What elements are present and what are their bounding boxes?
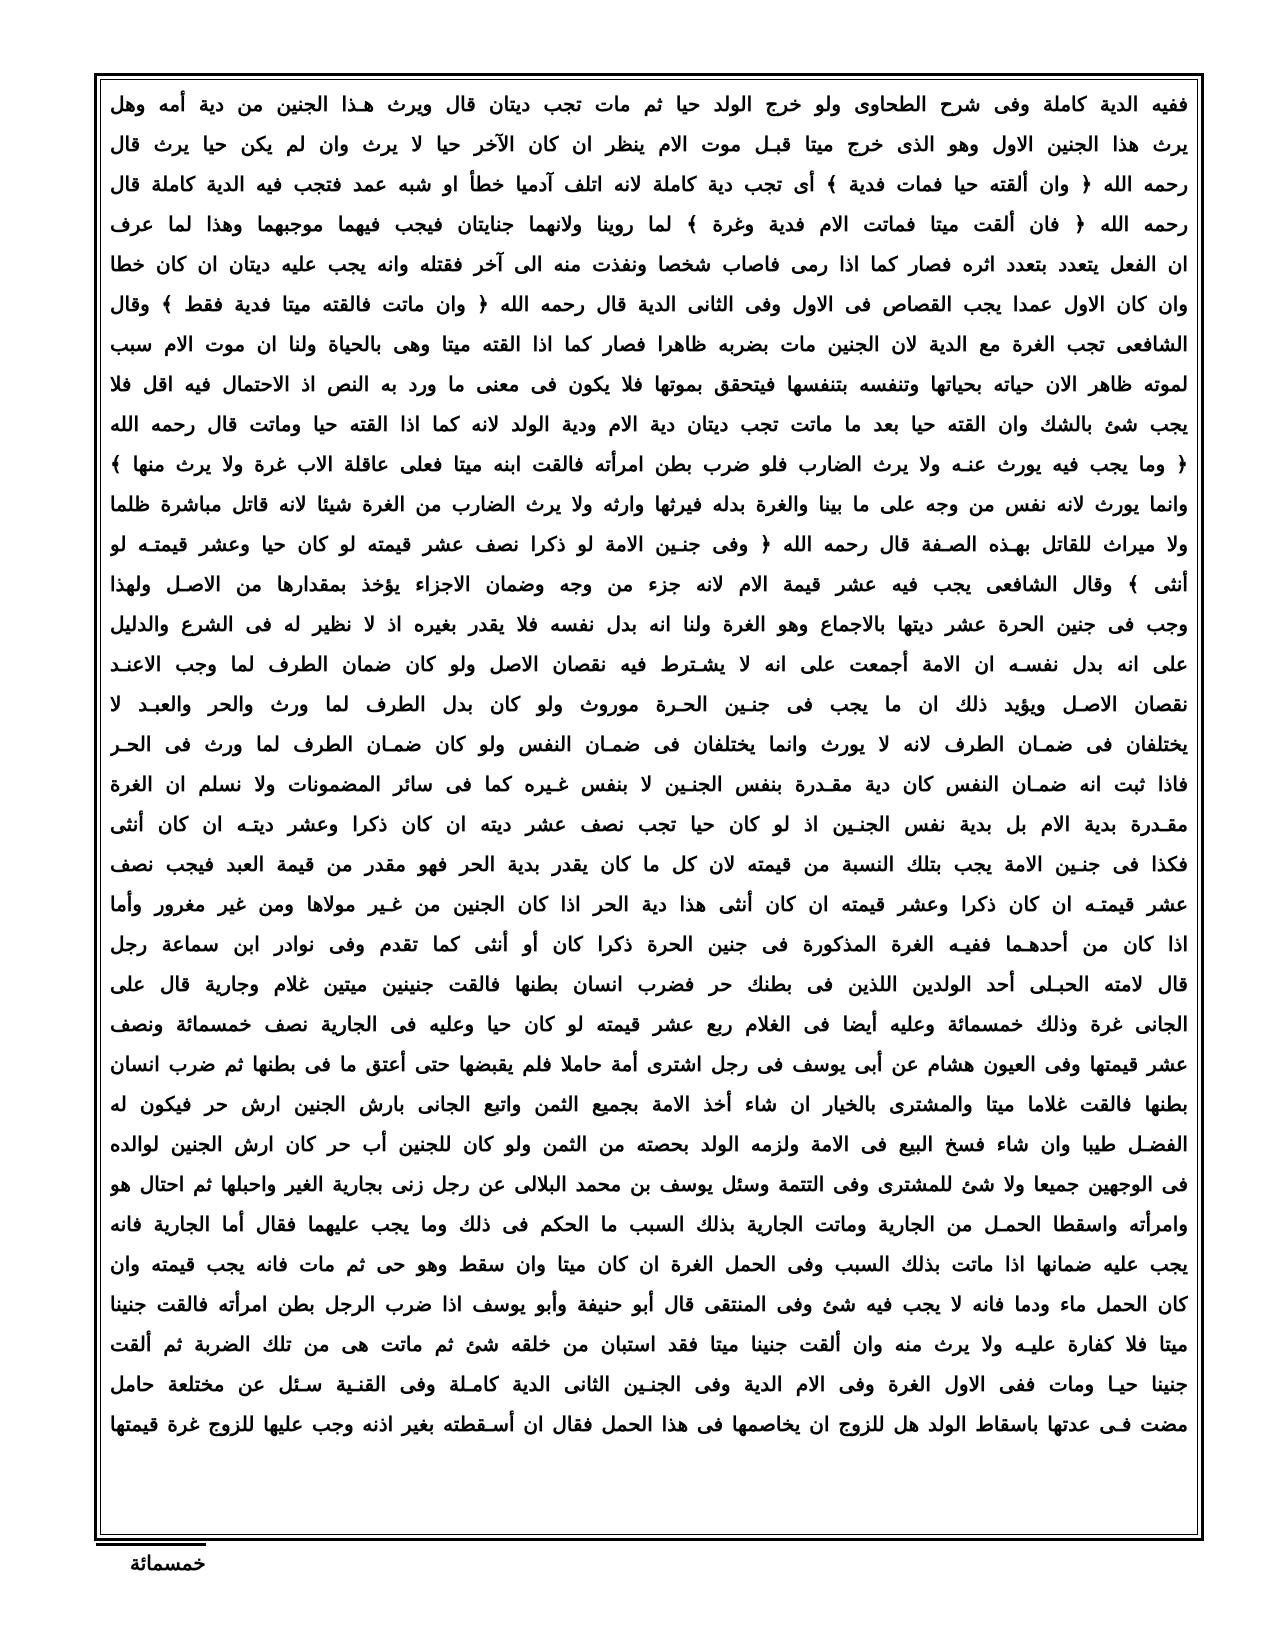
- text-line-26: بطنها فالقت غلاما ميتا والمشترى بالخيار ان شاء أخذ الامة بجميع الثمن واتبع الجانى بارش الجنين ارش حر فيكون له: [110, 1092, 1188, 1116]
- text-line-10: ﴿ وما يجب فيه يورث عنـه ولا يرث الضارب فلو ضرب بطن امرأته فالقت ابنه ميتا فعلى عاقلة الاب غرة ولا يرث منها ﴾: [110, 452, 1188, 476]
- text-line-9: يجب شئ بالشك وان القته حيا بعد ما ماتت تجب ديتان دية الام ودية الولد لانه كما اذا القته حيا وماتت قال رحمه الله: [110, 412, 1188, 436]
- text-line-28: فى الوجهين جميعا ولا شئ للمشترى وفى التتمة وسئل يوسف بن محمد البلالى عن رجل زنى بجارية الغير واحبلها ثم احتال هو: [110, 1172, 1188, 1196]
- text-line-33: جنينا حيـا ومات ففى الاول الغرة وفى الام الدية وفى الجنـين الثانى الدية كامـلة وفى القنـية سـئل عن مختلعة حامل: [110, 1372, 1188, 1396]
- text-line-2: يرث هذا الجنين الاول وهو الذى خرج ميتا قبـل موت الام ينظر ان كان الآخر حيا لا يرث وان لم يكن حيا يرث قال: [110, 132, 1188, 156]
- catchword: خمسمائة: [130, 1551, 206, 1575]
- text-line-11: وانما يورث لانه نفس من وجه على ما بينا والغرة بدله فيرثها وارثه ولا يرث الضارب من الغرة شيئا لانه قاتل مباشرة ظلما: [110, 492, 1188, 516]
- text-line-8: لموته ظاهر الان حياته بحياتها وتنفسه بتنفسها فيتحقق بموتها فلا يكون فى معنى ما ورد به النص اذ الاحتمال فيه اقل فلا: [110, 372, 1188, 396]
- text-line-31: كان الحمل ماء ودما فانه لا يجب فيه شئ وفى المنتقى قال أبو حنيفة وأبو يوسف اذا ضرب الرجل بطن امرأته فالقت جنينا: [110, 1292, 1188, 1316]
- text-line-32: ميتا فلا كفارة عليـه ولا يرث منه وان ألقت جنينا ميتا فقد استبان من خلقه شئ ثم ماتت هى من تلك الضربة ثم ألقت: [110, 1332, 1188, 1356]
- text-line-24: الجانى غرة وذلك خمسمائة وعليه أيضا فى الغلام ربع عشر قيمته لو كان حيا وعليه فى الجارية نصف خمسمائة ونصف: [110, 1012, 1188, 1036]
- text-line-4: رحمه الله ﴿ فان ألقت ميتا فماتت الام فدية وغرة ﴾ لما روينا ولانهما جنايتان فيجب فيهما موجبهما وهذا لما عرف: [110, 212, 1188, 236]
- text-line-22: اذا كان من أحدهـما ففيـه الغرة المذكورة فى جنين الحرة ذكرا كان أو أنثى كما تقدم وفى نوادر ابن سماعة رجل: [110, 932, 1188, 956]
- text-line-15: على انه بدل نفسـه ان الامة أجمعت على انه لا يشـترط فيه نقصان الاصل ولو كان ضمان الطرف لما وجب الاعنـد: [110, 652, 1188, 676]
- text-line-6: وان كان الاول عمدا يجب القصاص فى الاول وفى الثانى الدية قال رحمه الله ﴿ وان ماتت فالقته ميتا فدية فقط ﴾ وقال: [110, 292, 1188, 316]
- text-line-34: مضت فـى عدتها باسقاط الولد هل للزوج ان يخاصمها فى هذا الحمل فقال ان أسـقطته بغير اذنه وجب عليها للزوج غرة قيمتها: [110, 1412, 1188, 1436]
- text-line-16: نقصان الاصـل ويؤيد ذلك ان ما يجب فى جنـين الحـرة موروث ولو كان بدل الطرف لما ورث والحر والعبـد لا: [110, 692, 1188, 716]
- text-line-18: فاذا ثبت انه ضمـان النفس كان دية مقـدرة بنفس الجنـين لا بنفس غـيره كما فى سائر المضمونات ولا نسلم ان الغرة: [110, 772, 1188, 796]
- text-line-21: عشر قيمتـه ان كان ذكرا وعشر قيمته ان كان أنثى هذا دية الحر اذا كان الجنين من غـير مولاها ومن غير مغرور وأما: [110, 892, 1188, 916]
- text-line-17: يختلفان فى ضمـان الطرف لانه لا يورث وانما يختلفان فى ضمـان النفس ولو كان ضمـان الطرف لما ورث فى الحـر: [110, 732, 1188, 756]
- text-line-7: الشافعى تجب الغرة مع الدية لان الجنين مات بضربه ظاهرا فصار كما اذا القته ميتا وهى بالحياة ولنا ان موت الام سبب: [110, 332, 1188, 356]
- text-line-5: ان الفعل يتعدد بتعدد اثره فصار كما اذا رمى فاصاب شخصا ونفذت منه الى آخر فقتله وانه يجب عليه ديتان ان كان خطا: [110, 252, 1188, 276]
- text-line-1: ففيه الدية كاملة وفى شرح الطحاوى ولو خرج الولد حيا ثم مات تجب ديتان قال ويرث هـذا الجنين من دية أمه وهل: [110, 92, 1188, 116]
- text-line-3: رحمه الله ﴿ وان ألقته حيا فمات فدية ﴾ أى تجب دية كاملة لانه اتلف آدميا خطأ او شبه عمد فتجب فيه الدية كاملة قال: [110, 172, 1188, 196]
- text-line-29: وامرأته واسقطا الحمـل من الجارية وماتت الجارية بذلك السبب ما الحكم فى ذلك وما يجب عليهما فقال أما الجارية فانه: [110, 1212, 1188, 1236]
- text-line-23: قال لامته الحبـلى أحد الولدين اللذين فى بطنك حر فضرب انسان بطنها فالقت جنينين ميتين غلام وجارية قال على: [110, 972, 1188, 996]
- text-line-27: الفضـل طيبا وان شاء فسخ البيع فى الامة ولزمه الولد بحصته من الثمن ولو كان للجنين أب حر كان ارش الجنين لوالده: [110, 1132, 1188, 1156]
- text-line-13: أنثى ﴾ وقال الشافعى يجب فيه عشر قيمة الام لانه جزء من وجه وضمان الاجزاء يؤخذ بمقدارها من الاصـل ولهذا: [110, 572, 1188, 596]
- text-line-12: ولا ميراث للقاتل بهـذه الصـفة قال رحمه الله ﴿ وفى جنـين الامة لو ذكرا نصف عشر قيمته لو كان حيا وعشر قيمتـه لو: [110, 532, 1188, 556]
- text-line-14: وجب فى جنين الحرة عشر ديتها بالاجماع وهو الغرة ولنا انه بدل نفسه فلا يقدر بغيره اذ لا نظير له فى الشرع والدليل: [110, 612, 1188, 636]
- text-line-20: فكذا فى جنـين الامة يجب بتلك النسبة من قيمته لان كل ما كان يقدر بدية الحر فهو مقدر من قيمة العبد فيجب نصف: [110, 852, 1188, 876]
- main-text-block: [110, 84, 1188, 1524]
- text-line-19: مقـدرة بدية الام بل بدية نفس الجنـين اذ لو كان حيا تجب نصف عشر ديته ان كان ذكرا وعشر ديتـه ان كان أنثى: [110, 812, 1188, 836]
- text-line-25: عشر قيمتها وفى العيون هشام عن أبى يوسف فى رجل اشترى أمة حاملا فلم يقبضها حتى أعتق ما فى بطنها ثم ضرب انسان: [110, 1052, 1188, 1076]
- text-line-35: [110, 1444, 1188, 1484]
- catchword-rule: [96, 1543, 206, 1546]
- text-line-30: يجب عليه ضمانها اذا ماتت بذلك السبب وفى الحمل الغرة ان كان ميتا وان سقط وهو حى ثم مات فانه يجب قيمته وان: [110, 1252, 1188, 1276]
